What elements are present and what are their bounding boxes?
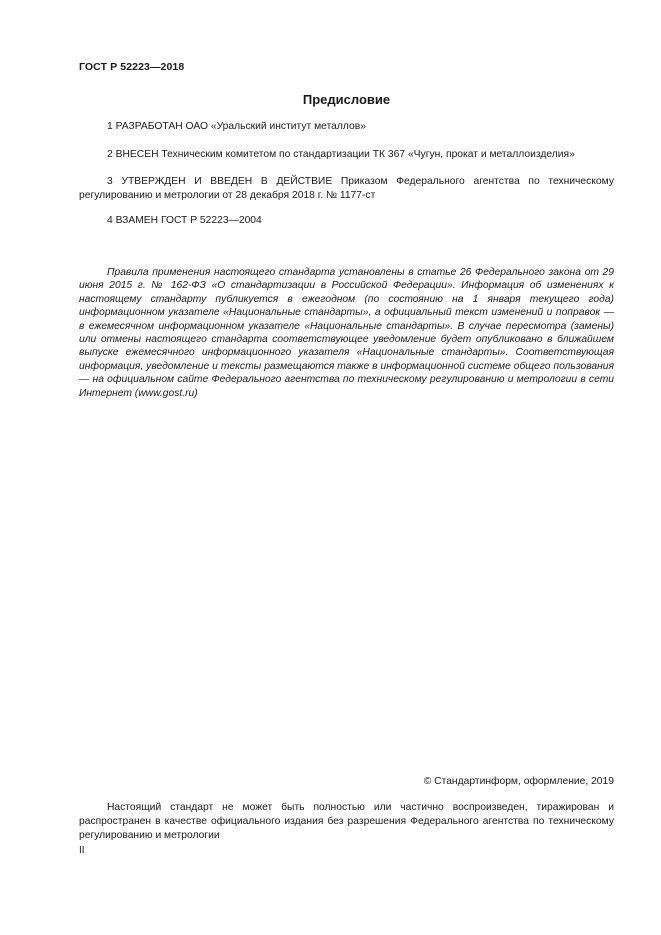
copyright-line: © Стандартинформ, оформление, 2019	[423, 776, 614, 787]
foreword-item-replaces: 4 ВЗАМЕН ГОСТ Р 52223—2004	[107, 215, 262, 226]
reproduction-rights-notice: Настоящий стандарт не может быть полностью или частично воспроизведен, тиражирован и распространен в качестве официального издания без разрешения Федерального агентства по техническому регулированию и метрологии	[79, 802, 614, 841]
foreword-item-introduced: 2 ВНЕСЕН Техническим комитетом по стандартизации ТК 367 «Чугун, прокат и металлоизделия»	[107, 149, 575, 160]
foreword-item-approved: 3 УТВЕРЖДЕН И ВВЕДЕН В ДЕЙСТВИЕ Приказом Федерального агентства по техническому регулированию и метрологии от 28 декабря 2018 г. № 1177-ст	[79, 176, 614, 201]
foreword-item-developed: 1 РАЗРАБОТАН ОАО «Уральский институт металлов»	[107, 121, 366, 132]
page-number: II	[79, 845, 85, 856]
page-title: Предисловие	[302, 92, 391, 107]
application-rules-notice: Правила применения настоящего стандарта установлены в статье 26 Федерального закона от 29 июня 2015 г. № 162-ФЗ «О стандартизации в Российской Федерации». Информация об изменениях к настоящему стандарту публикуется в ежегодном (по состоянию на 1 января текущего года) информационном указателе «Национальные стандарты», а официальный текст изменений и поправок — в ежемесячном информационном указателе «Национальные стандарты». В случае пересмотра (замены) или отмены настоящего стандарта соответствующее уведомление будет опубликовано в ближайшем выпуске ежемесячного информационного указателя «Национальные стандарты». Соответствующая информация, уведомление и тексты размещаются также в информационной системе общего пользования — на официальном сайте Федерального агентства по техническому регулированию и метрологии в сети Интернет (www.gost.ru)	[79, 267, 614, 399]
document-code: ГОСТ Р 52223—2018	[79, 61, 185, 73]
